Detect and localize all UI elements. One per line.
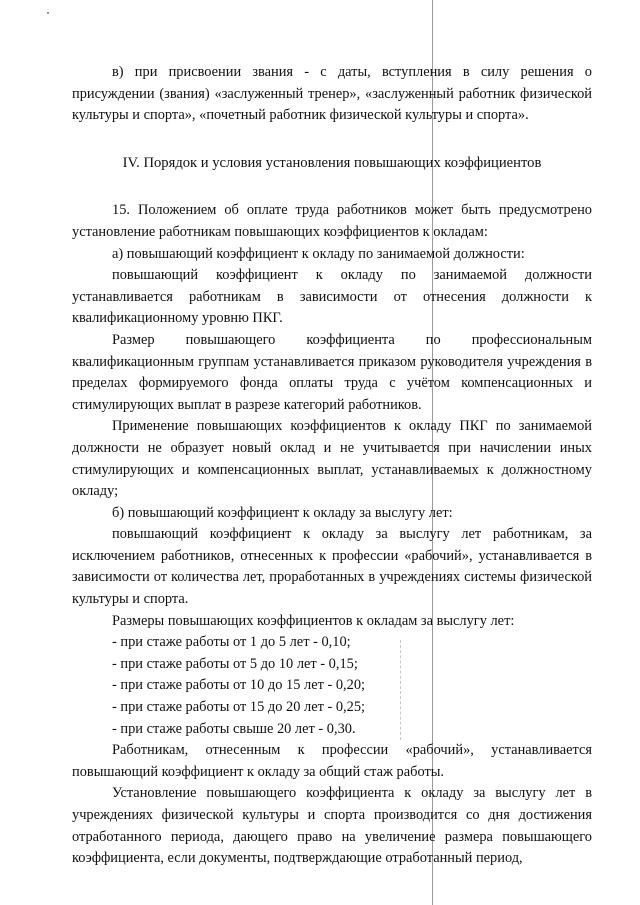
paragraph-coefficient-application: Применение повышающих коэффициентов к окладу ПКГ по занимаемой должности не образует новый оклад и не учитывается при начислении иных стимулирующих и компенсационных выплат, устанавливаемых к должностному окладу;: [72, 418, 592, 500]
list-item-seniority-1-5: - при стаже работы от 1 до 5 лет - 0,10;: [112, 634, 351, 651]
list-item-seniority-over-20: - при стаже работы свыше 20 лет - 0,30.: [112, 720, 356, 737]
paragraph-b-text: повышающий коэффициент к окладу за выслугу лет работникам, за исключением работников, отнесенных к профессии «рабочий», устанавливается в зависимости от количества лет, проработанных в учреждениях системы физической культуры и спорта.: [72, 526, 592, 608]
paragraph-workers-coefficient: Работникам, отнесенным к профессии «рабочий», устанавливается повышающий коэффициент к окладу за общий стаж работы.: [72, 742, 592, 780]
paragraph-a-title: а) повышающий коэффициент к окладу по занимаемой должности:: [112, 245, 525, 262]
paragraph-b-title: б) повышающий коэффициент к окладу за выслугу лет:: [112, 504, 453, 521]
list-item-seniority-5-10: - при стаже работы от 5 до 10 лет - 0,15;: [112, 655, 358, 672]
section-heading-iv: IV. Порядок и условия установления повышающих коэффициентов: [122, 154, 542, 171]
scan-speck: [47, 12, 49, 14]
paragraph-15-intro: 15. Положением об оплате труда работников может быть предусмотрено установление работникам повышающих коэффициентов к окладам:: [72, 202, 592, 240]
list-item-seniority-10-15: - при стаже работы от 10 до 15 лет - 0,20;: [112, 677, 366, 694]
paragraph-establishment-date: Установление повышающего коэффициента к окладу за выслугу лет в учреждениях физической культуры и спорта производится со дня достижения отработанного периода, дающего право на увеличение размера повышающего коэффициента, если документы, подтверждающие отработанный период,: [72, 785, 592, 867]
paragraph-seniority-sizes: Размеры повышающих коэффициентов к окладам за выслугу лет:: [112, 612, 515, 629]
paragraph-a-text: повышающий коэффициент к окладу по занимаемой должности устанавливается работникам в зависимости от отнесения должности к квалификационному уровню ПКГ.: [72, 267, 592, 327]
document-body: [72, 62, 592, 870]
paragraph-coefficient-size: Размер повышающего коэффициента по профессиональным квалификационным группам устанавливается приказом руководителя учреждения в пределах формируемого фонда оплаты труда с учётом компенсационных и стимулирующих выплат в разрезе категорий работников.: [72, 331, 592, 413]
list-item-seniority-15-20: - при стаже работы от 15 до 20 лет - 0,25;: [112, 699, 366, 716]
paragraph-v-assignment-date: в) при присвоении звания - с даты, вступления в силу решения о присуждении (звания) «заслуженный тренер», «заслуженный работник физической культуры и спорта», «почетный работник физической культуры и спорта».: [72, 64, 592, 124]
